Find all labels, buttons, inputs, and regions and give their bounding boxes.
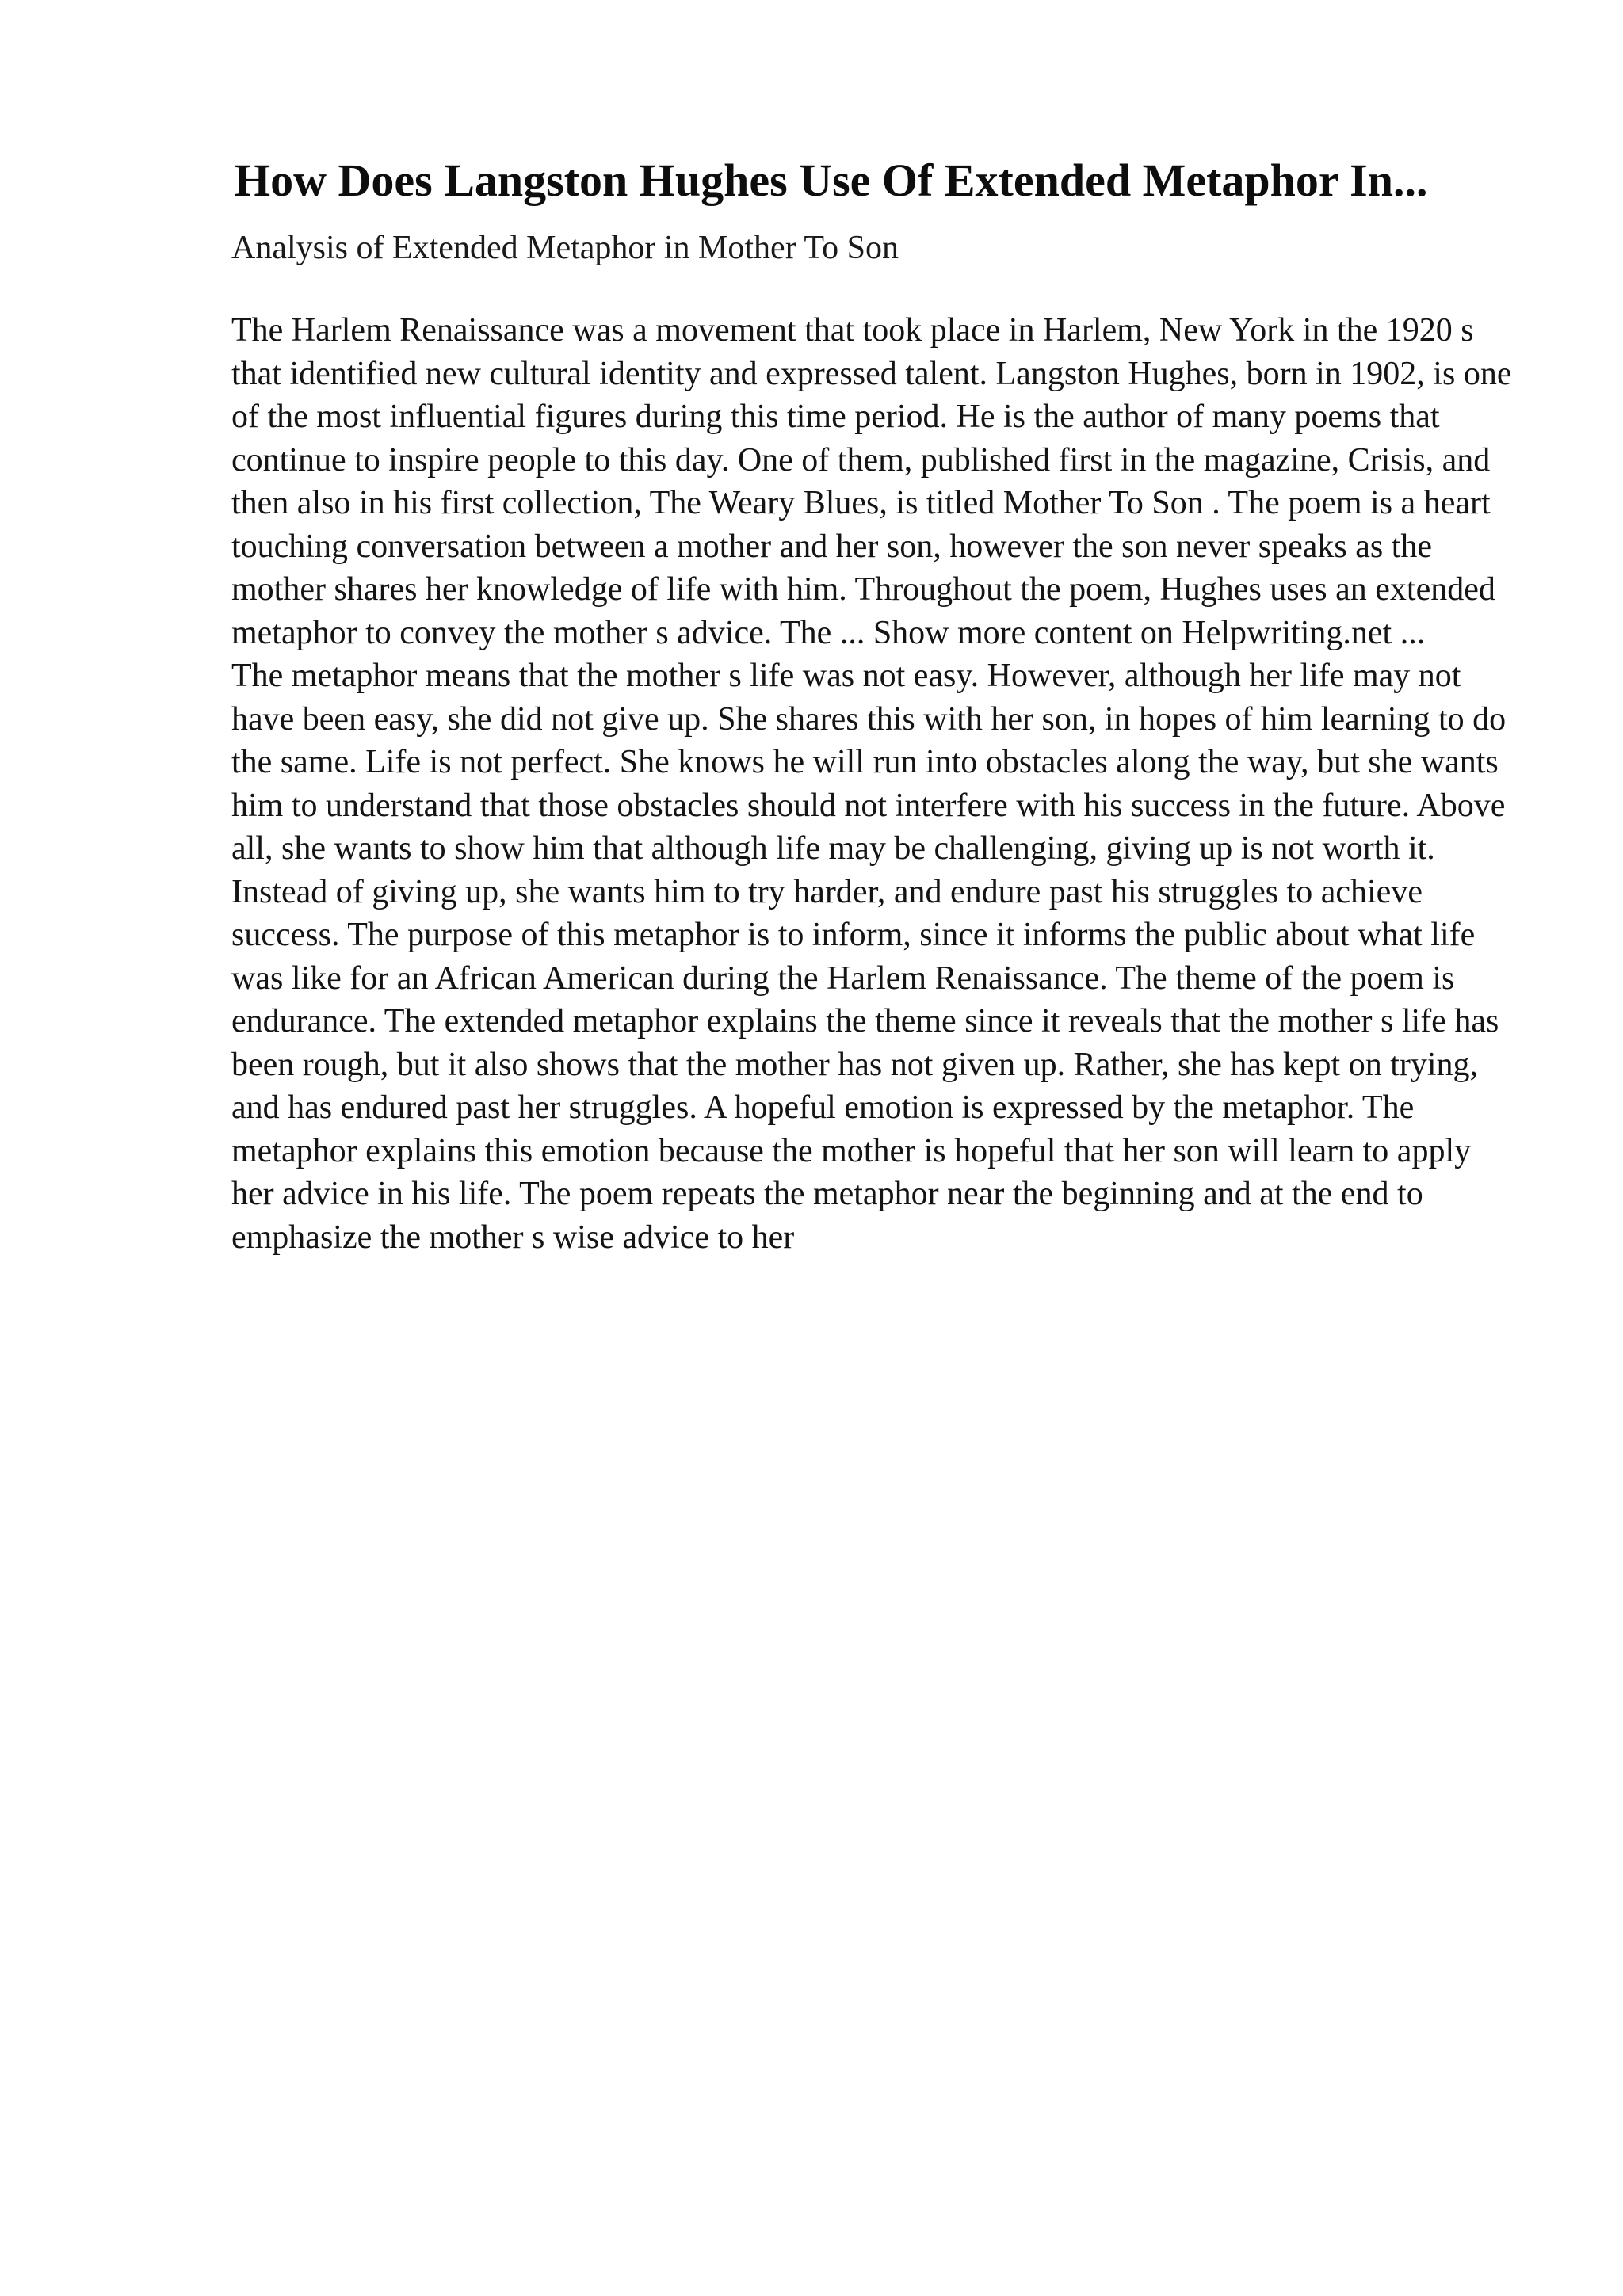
document-page [231,151,1531,1259]
body-paragraph-analysis: The metaphor means that the mother s life was not easy. However, although her life may not have been easy, she did not give up. She shares this with her son, in hopes of him learning to do the same. Life is not perfect. She knows he will run into obstacles along the way, but she wants him to understand that those obstacles should not interfere with his success in the future. Above all, she wants to show him that although life may be challenging, giving up is not worth it. Instead of giving up, she wants him to try harder, and endure past his struggles to achieve success. The purpose of this metaphor is to inform, since it informs the public about what life was like for an African American during the Harlem Renaissance. The theme of the poem is endurance. The extended metaphor explains the theme since it reveals that the mother s life has been rough, but it also shows that the mother has not given up. Rather, she has kept on trying, and has endured past her struggles. A hopeful emotion is expressed by the metaphor. The metaphor explains this emotion because the mother is hopeful that her son will learn to apply her advice in his life. The poem repeats the metaphor near the beginning and at the end to emphasize the mother s wise advice to her [231,658,1507,1256]
document-subtitle: Analysis of Extended Metaphor in Mother To Son [231,230,899,266]
document-title: How Does Langston Hughes Use Of Extended Metaphor In... [235,154,1428,206]
body-paragraph-intro: The Harlem Renaissance was a movement that took place in Harlem, New York in the 1920 s that identified new cultural identity and expressed talent. Langston Hughes, born in 1902, is one of the most influential figures during this time period. He is the author of many poems that continue to inspire people to this day. One of them, published first in the magazine, Crisis, and then also in his first collection, The Weary Blues, is titled Mother To Son . The poem is a heart touching conversation between a mother and her son, however the son never speaks as the mother shares her knowledge of life with him. Throughout the poem, Hughes uses an extended metaphor to convey the mother s advice. The ... Show more content on Helpwriting.net ... [231,312,1512,651]
